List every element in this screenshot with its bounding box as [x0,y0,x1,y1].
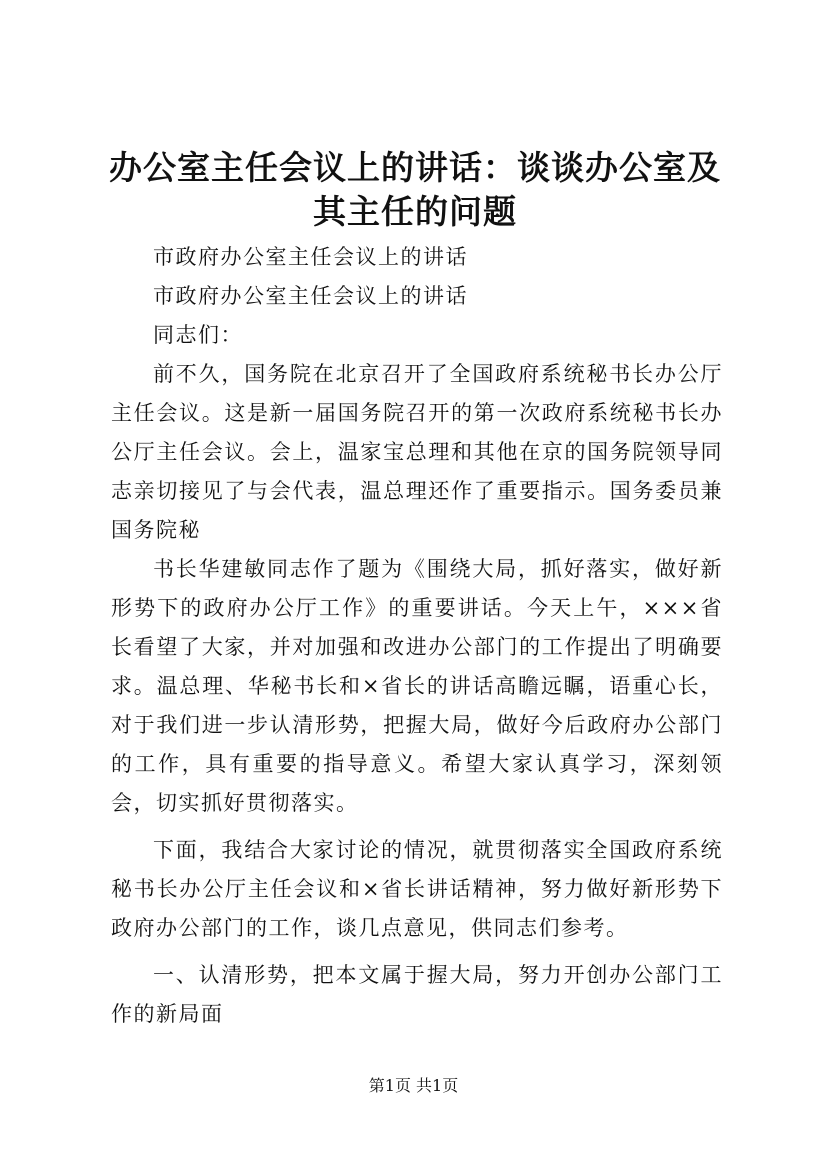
page-number-footer: 第1页 共1页 [368,1076,459,1095]
paragraph-body-2: 书长华建敏同志作了题为《围绕大局，抓好落实，做好新形势下的政府办公厅工作》的重要讲话。今天上午，×××省长看望了大家，并对加强和改进办公部门的工作提出了明确要求。温总理、华秘书长和×省长的讲话高瞻远瞩，语重心长，对于我们进一步认清形势，把握大局，做好今后政府办公部门的工作，具有重要的指导意义。希望大家认真学习，深刻领会，切实抓好贯彻落实。 [111,557,723,815]
paragraph-salutation: 同志们： [153,323,243,347]
document-body [111,238,723,1042]
paragraph-body-3: 下面，我结合大家讨论的情况，就贯彻落实全国政府系统秘书长办公厅主任会议和×省长讲话精神，努力做好新形势下政府办公部门的工作，谈几点意见，供同志们参考。 [111,838,723,940]
document-title: 办公室主任会议上的讲话：谈谈办公室及其主任的问题 [109,148,721,231]
paragraph-section-heading: 一、认清形势，把本文属于握大局，努力开创办公部门工作的新局面 [111,963,723,1026]
paragraph-subtitle-1: 市政府办公室主任会议上的讲话 [153,245,468,269]
paragraph-subtitle-2: 市政府办公室主任会议上的讲话 [153,284,468,308]
paragraph-body-1: 前不久，国务院在北京召开了全国政府系统秘书长办公厅主任会议。这是新一届国务院召开的第一次政府系统秘书长办公厅主任会议。会上，温家宝总理和其他在京的国务院领导同志亲切接见了与会代表，温总理还作了重要指示。国务委员兼国务院秘 [111,362,723,542]
